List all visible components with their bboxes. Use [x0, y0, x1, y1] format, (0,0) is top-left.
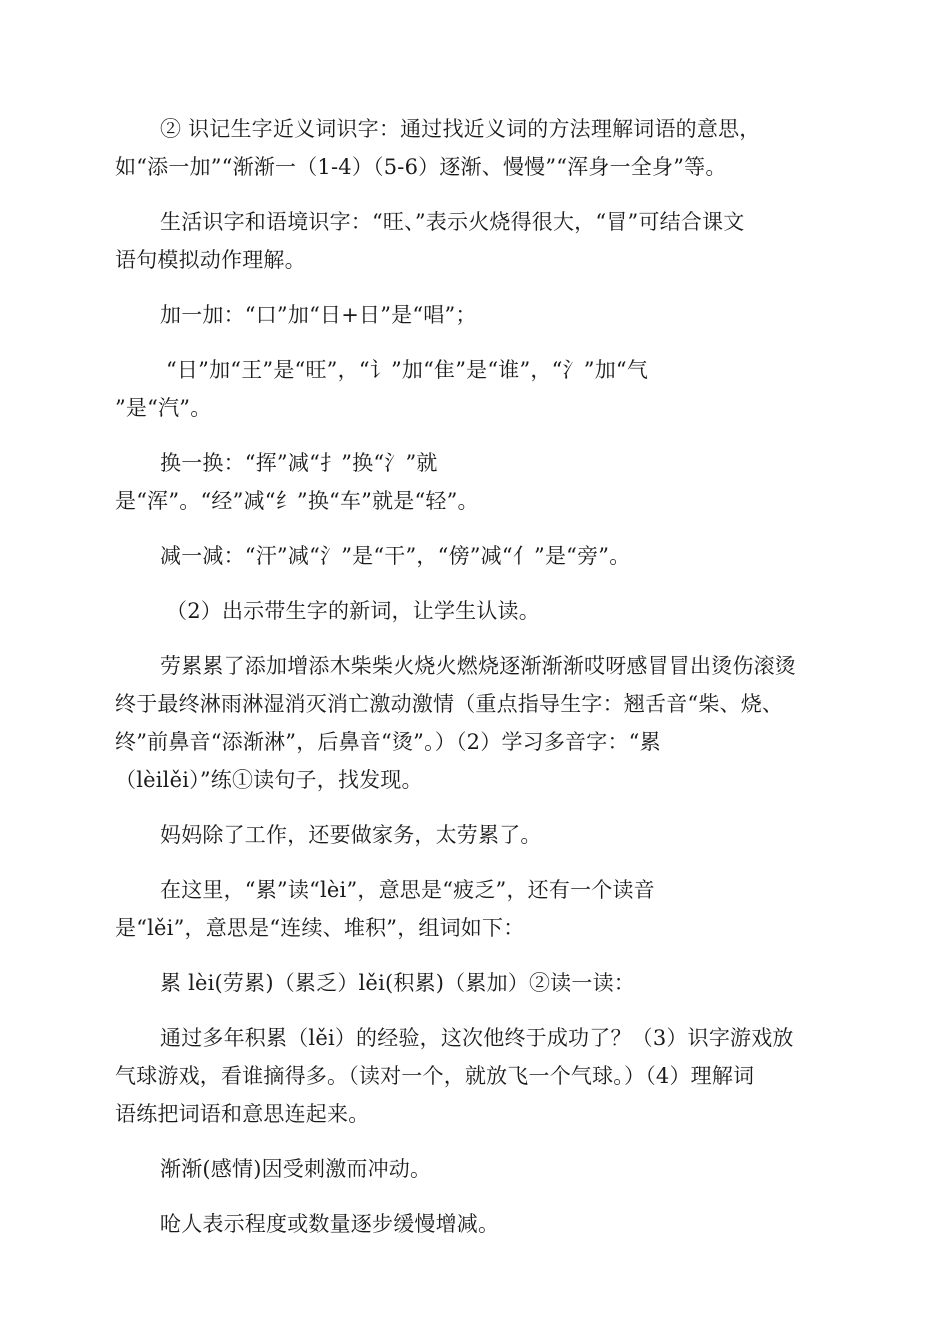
paragraph-10-line-1: 在这里，“累”读“lèi”，意思是“疲乏”，还有一个读音 — [160, 878, 655, 902]
paragraph-3-line-1: 加一加：“口”加“日+日”是“唱”； — [160, 303, 477, 327]
paragraph-7-line-1: （2）出示带生字的新词，让学生认读。 — [166, 599, 540, 623]
paragraph-6-line-1: 减一减：“汗”减“氵”是“干”，“傍”减“亻”是“旁”。 — [160, 544, 631, 568]
paragraph-12-line-2: 气球游戏，看谁摘得多。（读对一个，就放飞一个气球。）（4）理解词 — [115, 1064, 755, 1088]
paragraph-8-line-4: （lèilěi）”练①读句子，找发现。 — [115, 768, 423, 792]
paragraph-2-line-2: 语句模拟动作理解。 — [115, 248, 306, 272]
paragraph-12-line-1: 通过多年积累（lěi）的经验，这次他终于成功了？（3）识字游戏放 — [160, 1026, 794, 1050]
paragraph-12-line-3: 语练把词语和意思连起来。 — [115, 1102, 370, 1126]
paragraph-14-line-1: 呛人表示程度或数量逐步缓慢增减。 — [160, 1212, 500, 1236]
paragraph-1-line-2: 如“添一加”“渐渐一（1-4）（5-6）逐渐、慢慢”“浑身一全身”等。 — [115, 155, 727, 179]
paragraph-4-line-2: ”是“汽”。 — [115, 396, 212, 420]
paragraph-4-line-1: “日”加“王”是“旺”，“讠”加“隹”是“谁”，“氵”加“气 — [166, 358, 649, 382]
paragraph-8-line-1: 劳累累了添加增添木柴柴火烧火燃烧逐渐渐渐哎呀感冒冒出烫伤滚烫 — [160, 654, 796, 678]
paragraph-8-line-2: 终于最终淋雨淋湿消灭消亡激动激情（重点指导生字：翘舌音“柴、烧、 — [115, 692, 784, 716]
paragraph-10-line-2: 是“lěi”，意思是“连续、堆积”，组词如下： — [115, 916, 525, 940]
paragraph-8-line-3: 终”前鼻音“添渐淋”，后鼻音“烫”。）（2）学习多音字：“累 — [115, 730, 661, 754]
paragraph-9-line-1: 妈妈除了工作，还要做家务，太劳累了。 — [160, 823, 542, 847]
paragraph-1-line-1: ② 识记生字近义词识字：通过找近义词的方法理解词语的意思， — [160, 117, 761, 141]
paragraph-5-line-1: 换一换：“挥”减“扌”换“氵”就 — [160, 451, 438, 475]
paragraph-5-line-2: 是“浑”。“经”减“纟”换“车”就是“轻”。 — [115, 489, 479, 513]
paragraph-11-line-1: 累 lèi(劳累)（累乏）lěi(积累)（累加）②读一读： — [160, 971, 635, 995]
paragraph-2-line-1: 生活识字和语境识字：“旺、”表示火烧得很大，“冒”可结合课文 — [160, 210, 745, 234]
paragraph-13-line-1: 渐渐(感情)因受刺激而冲动。 — [160, 1157, 432, 1181]
